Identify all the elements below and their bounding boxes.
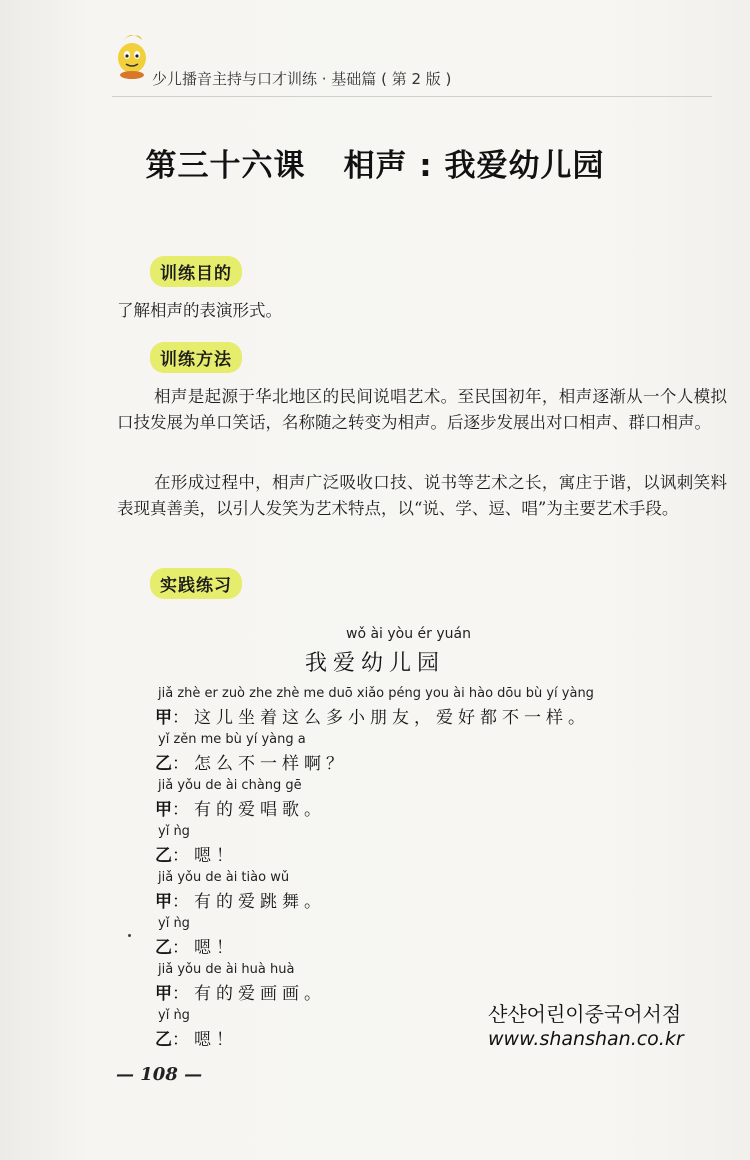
speaker-label: 甲 <box>155 892 172 912</box>
dialogue-line <box>155 749 348 774</box>
dialogue-text: ：有的爱唱歌。 <box>172 800 326 820</box>
dialogue-pinyin: yǐ ǹg <box>158 824 190 839</box>
dialogue-pinyin: jiǎ zhè er zuò zhe zhè me duō xiǎo péng you ài hào dōu bù yí yàng <box>158 686 594 701</box>
practice-section-tag: 实践练习 <box>150 568 242 599</box>
stray-dot <box>128 934 131 937</box>
dialogue-text: ：嗯！ <box>172 846 238 866</box>
dialogue-pinyin: yǐ zěn me bù yí yàng a <box>158 732 306 747</box>
poem-title-pinyin: wǒ ài yòu ér yuán <box>346 626 471 642</box>
dialogue-line <box>155 979 326 1004</box>
dialogue-pinyin: yǐ ǹg <box>158 1008 190 1023</box>
dialogue-line <box>155 933 238 958</box>
dialogue-line <box>155 841 238 866</box>
poem-title: 我爱幼儿园 <box>304 651 445 676</box>
speaker-label: 甲 <box>155 800 172 820</box>
speaker-label: 乙 <box>155 846 172 866</box>
dialogue-pinyin: jiǎ yǒu de ài tiào wǔ <box>158 870 290 885</box>
watermark-korean: 샨샨어린이중국어서점 <box>488 1002 682 1026</box>
mascot-icon <box>112 28 156 80</box>
goal-text: 了解相声的表演形式。 <box>117 301 282 320</box>
speaker-label: 乙 <box>155 938 172 958</box>
page-number: — 108 — <box>116 1064 203 1085</box>
book-title: 少儿播音主持与口才训练 · 基础篇 ( 第 2 版 ) <box>152 70 452 88</box>
dialogue-line <box>155 1025 238 1050</box>
speaker-label: 甲 <box>155 708 172 728</box>
lesson-name: 相声 : 我爱幼儿园 <box>343 148 605 184</box>
dialogue-pinyin: yǐ ǹg <box>158 916 190 931</box>
dialogue-pinyin: jiǎ yǒu de ài chàng gē <box>158 778 302 793</box>
dialogue-text: ：嗯！ <box>172 938 238 958</box>
dialogue-text: ：这儿坐着这么多小朋友，爱好都不一样。 <box>172 708 590 728</box>
method-section-tag: 训练方法 <box>150 342 242 373</box>
dialogue-text: ：嗯！ <box>172 1030 238 1050</box>
method-paragraph-2: 在形成过程中，相声广泛吸收口技、说书等艺术之长，寓庄于谐，以讽刺笑料表现真善美，以引人发笑为艺术特点，以“说、学、逗、唱”为主要艺术手段。 <box>117 473 727 518</box>
lesson-number: 第三十六课 <box>145 148 306 184</box>
dialogue-text: ：怎么不一样啊？ <box>172 754 348 774</box>
speaker-label: 乙 <box>155 1030 172 1050</box>
dialogue-line <box>155 887 326 912</box>
dialogue-line <box>155 703 590 728</box>
speaker-label: 乙 <box>155 754 172 774</box>
dialogue-text: ：有的爱画画。 <box>172 984 326 1004</box>
page-header <box>112 28 712 98</box>
dialogue-text: ：有的爱跳舞。 <box>172 892 326 912</box>
header-divider <box>112 96 712 97</box>
watermark-url: www.shanshan.co.kr <box>488 1028 684 1050</box>
method-paragraph-1: 相声是起源于华北地区的民间说唱艺术。至民国初年，相声逐渐从一个人模拟口技发展为单口笑话，名称随之转变为相声。后逐步发展出对口相声、群口相声。 <box>117 387 727 432</box>
lesson-title <box>0 140 750 185</box>
goal-section-tag: 训练目的 <box>150 256 242 287</box>
dialogue-line <box>155 795 326 820</box>
speaker-label: 甲 <box>155 984 172 1004</box>
dialogue-pinyin: jiǎ yǒu de ài huà huà <box>158 962 295 977</box>
